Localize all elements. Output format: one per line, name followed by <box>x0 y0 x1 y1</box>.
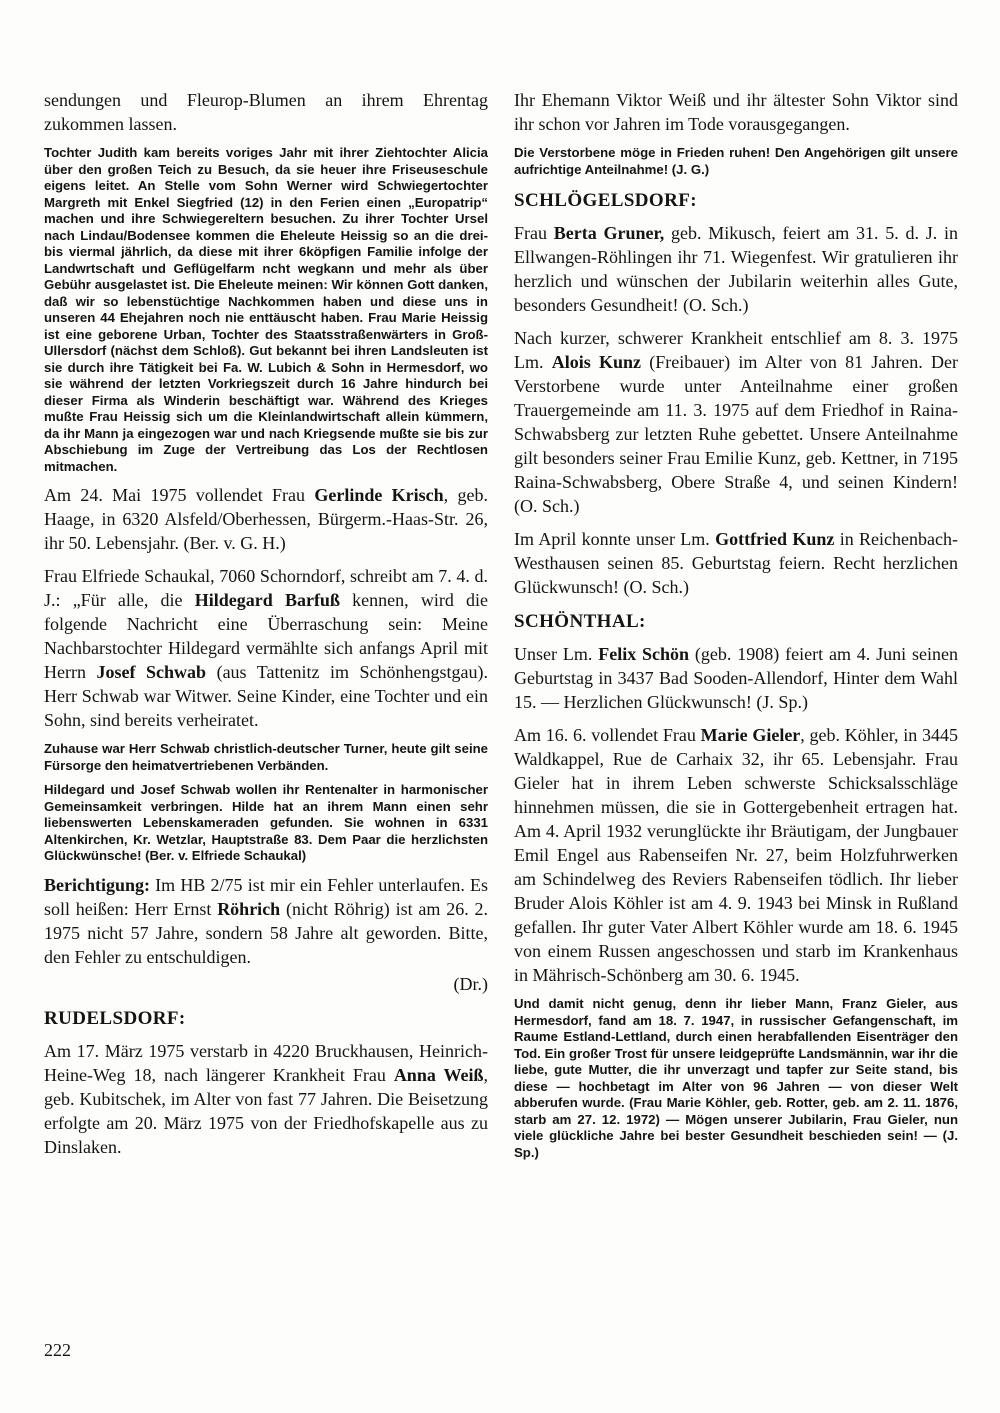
section-heading <box>514 190 958 212</box>
bold-text-run: Josef Schwab <box>96 662 207 682</box>
small-print-paragraph <box>44 741 488 774</box>
text-run: Frau <box>514 223 554 243</box>
bold-text-run: Röhrich <box>217 898 281 919</box>
body-paragraph <box>514 88 958 136</box>
text-run: Frau Elfriede Schaukal, 7060 Schorndorf, schreibt am 7. 4. d. J.: „Für alle, die <box>44 566 488 610</box>
text-run: SCHLÖGELSDORF: <box>514 190 697 211</box>
text-run: Im HB 2/75 ist mir ein Fehler unterlaufen. Es soll heißen: Herr Ernst <box>44 874 488 919</box>
text-run: (Dr.) <box>453 973 488 994</box>
two-column-layout <box>44 88 958 1169</box>
bold-text-run: Hildegard Barfuß <box>194 590 340 610</box>
section-heading <box>514 611 958 633</box>
body-paragraph <box>44 1039 488 1159</box>
text-run: Am 17. März 1975 verstarb in 4220 Bruckhausen, Heinrich-Heine-Weg 18, nach längerer Krankheit Frau <box>44 1040 488 1085</box>
text-run: , geb. Köhler, in 3445 Waldkappel, Rue de Carhaix 32, ihr 65. Lebensjahr. Frau Gieler hat in ihrem Leben schwerste Schicksalsschläge hinnehmen müssen, die sie in Gottergebenheit ertragen hat. Am 4. April 1932 verunglückte ihr Bräutigam, der Jungbauer Emil Engel aus Rabenseifen Nr. 27, beim Holzfuhrwerken am Schindelweg des Reviers Rabenseifen tödlich. Ihr lieber Bruder Alois Köhler ist am 4. 9. 1943 bei Minsk in Rußland gefallen. Ihr guter Vater Albert Köhler wurde am 18. 6. 1945 von einem Russen angeschossen und starb im Krankenhaus in Mährisch-Schönberg am 30. 6. 1945. <box>514 725 958 985</box>
body-paragraph <box>514 642 958 714</box>
body-paragraph <box>514 527 958 599</box>
text-run: (aus Tattenitz im Schönhengstgau). Herr Schwab war Witwer. Seine Kinder, eine Tochter und ein Sohn, sind bereits verheiratet. <box>44 662 488 730</box>
text-run: Am 16. 6. vollendet Frau <box>514 725 701 745</box>
text-run: (Freibauer) im Alter von 81 Jahren. Der Verstorbene wurde unter Anteilnahme einer großen Trauergemeinde am 11. 3. 1975 auf dem Friedhof in Raina-Schwabsberg zur letzten Ruhe gebettet. Unsere Anteilnahme gilt besonders seiner Frau Emilie Kunz, geb. Kettner, in 7195 Raina-Schwabsberg, Obere Straße 4, und seinen Kindern! (O. Sch.) <box>514 352 958 516</box>
right-column <box>514 88 958 1169</box>
body-paragraph <box>514 326 958 518</box>
text-run: Zuhause war Herr Schwab christlich-deutscher Turner, heute gilt seine Fürsorge den heimatvertriebenen Verbänden. <box>44 741 488 773</box>
text-run: (geb. 1908) feiert am 4. Juni seinen Geburtstag in 3437 Bad Sooden-Allendorf, Hinter dem Wahl 15. — Herzlichen Glückwunsch! (J. Sp.) <box>514 644 958 712</box>
bold-text-run: Gottfried Kunz <box>715 529 835 549</box>
text-run: in Reichenbach-Westhausen seinen 85. Geburtstag feiern. Recht herzlichen Glückwunsch! (O. Sch.) <box>514 529 958 597</box>
text-run: , geb. Haage, in 6320 Alsfeld/Oberhessen, Bürgerm.-Haas-Str. 26, ihr 50. Lebensjahr. (Ber. v. G. H.) <box>44 485 488 553</box>
text-run: Hildegard und Josef Schwab wollen ihr Rentenalter in harmonischer Gemeinsamkeit verbringen. Hilde hat an ihrem Mann einen sehr liebenswerten Lebenskameraden gefunden. Sie wohnen in 6331 Altenkirchen, Kr. Wetzlar, Hauptstraße 83. Dem Paar die herzlichsten Glückwünsche! (Ber. v. Elfriede Schaukal) <box>44 782 488 863</box>
bold-text-run: Alois Kunz <box>551 352 641 372</box>
bold-text-run: Felix Schön <box>598 644 690 664</box>
bold-text-run: Berta Gruner, <box>553 223 665 243</box>
text-run: Unser Lm. <box>514 644 599 664</box>
bold-text-run: Marie Gieler <box>700 725 801 745</box>
text-run: (nicht Röhrig) ist am 26. 2. 1975 nicht 57 Jahre, sondern 58 Jahre alt geworden. Bitte, den Fehler zu entschuldigen. <box>44 898 488 967</box>
text-run: Nach kurzer, schwerer Krankheit entschlief am 8. 3. 1975 Lm. <box>514 328 958 372</box>
text-run: SCHÖNTHAL: <box>514 611 646 632</box>
body-paragraph <box>44 564 488 732</box>
text-run: , geb. Kubitschek, im Alter von fast 77 Jahren. Die Beisetzung erfolgte am 20. März 1975 von der Friedhofskapelle aus zu Dinslaken. <box>44 1064 488 1157</box>
small-print-paragraph <box>514 996 958 1161</box>
left-column <box>44 88 488 1169</box>
bold-text-run: Berichtigung: <box>44 874 150 895</box>
body-paragraph <box>44 873 488 969</box>
text-run: Im April konnte unser Lm. <box>514 529 716 549</box>
text-run: Am 24. Mai 1975 vollendet Frau <box>44 485 315 505</box>
text-run: geb. Mikusch, feiert am 31. 5. d. J. in Ellwangen-Röhlingen ihr 71. Wiegenfest. Wir gratulieren ihr herzlich und wünschen der Jubilarin weiterhin alles Gute, besonders Gesundheit! (O. Sch.) <box>514 223 958 315</box>
small-print-paragraph <box>44 145 488 475</box>
body-paragraph <box>44 483 488 555</box>
bold-text-run: Anna Weiß <box>393 1064 484 1085</box>
small-print-paragraph <box>44 782 488 865</box>
text-run: Ihr Ehemann Viktor Weiß und ihr ältester Sohn Viktor sind ihr schon vor Jahren im Tode vorausgegangen. <box>514 90 958 134</box>
text-run: Tochter Judith kam bereits voriges Jahr mit ihrer Ziehtochter Alicia über den großen Teich zu Besuch, da sie heuer ihre Friseuseschule eigens leitet. An Stelle vom Sohn Werner wird Schwiegertochter Margreth mit Enkel Siegfried (12) in den Ferien einen „Europatrip“ machen und ihre Schwiegereltern besuchen. Zu ihrer Tochter Ursel nach Lindau/Bodensee kommen die Eheleute Heissig so an die drei- bis viermal jährlich, da diese mit ihrer 6köpfigen Familie infolge der Landwrtschaft und Geflügelfarm ncht wegkann und mehr als über Gebühr ausgelastet ist. Die Eheleute meinen: Wir können Gott danken, daß wir so lebenstüchtige Nachkommen haben und diese uns in unseren 44 Ehejahren noch nie enttäuscht haben. Frau Marie Heissig ist eine geborene Urban, Tochter des Staatsstraßenwärters in Groß-Ullersdorf (nächst dem Schloß). Gut bekannt bei ihren Landsleuten ist sie durch ihre Tätigkeit bei Fa. W. Lubich & Sohn in Hermesdorf, wo sie während der letzten Vorkriegszeit durch 16 Jahre hindurch bei dieser Firma als Winderin beschäftigt war. Während des Krieges mußte Frau Heissig sich um die Kleinlandwirtschaft allein kümmern, da ihr Mann ja eingezogen war und nach Kriegsende mußte sie bis zur Abschiebung im Zuge der Vertreibung das Los der Rechtlosen mitmachen. <box>44 145 488 474</box>
small-print-paragraph <box>514 145 958 178</box>
text-run: sendungen und Fleurop-Blumen an ihrem Ehrentag zukommen lassen. <box>44 90 488 134</box>
body-paragraph <box>44 972 488 996</box>
text-run: kennen, wird die folgende Nachricht eine Überraschung sein: Meine Nachbarstochter Hildegard vermählte sich anfangs April mit Herrn <box>44 590 489 682</box>
page-number: 222 <box>44 1340 71 1360</box>
bold-text-run: Gerlinde Krisch <box>314 485 444 505</box>
text-run: RUDELSDORF: <box>44 1007 186 1029</box>
text-run: Und damit nicht genug, denn ihr lieber Mann, Franz Gieler, aus Hermesdorf, fand am 18. 7. 1947, in russischer Gefangenschaft, im Raume Estland-Lettland, durch einen herabfallenden Eisenträger den Tod. Ein großer Trost für unsere leidgeprüfte Landsmännin, war ihr die liebe, gute Mutter, die ihr unverzagt und tapfer zur Seite stand, bis diese — hochbetagt im Alter von 96 Jahren — von dieser Welt abberufen wurde. (Frau Marie Köhler, geb. Rotter, geb. am 2. 11. 1876, starb am 27. 12. 1972) — Mögen unserer Jubilarin, Frau Gieler, nun viele glückliche Jahre bei bester Gesundheit beschieden sein! — (J. Sp.) <box>514 996 958 1160</box>
body-paragraph <box>44 88 488 136</box>
body-paragraph <box>514 221 958 317</box>
text-run: Die Verstorbene möge in Frieden ruhen! Den Angehörigen gilt unsere aufrichtige Anteilnahme! (J. G.) <box>514 145 958 177</box>
body-paragraph <box>514 723 958 987</box>
section-heading <box>44 1008 488 1030</box>
